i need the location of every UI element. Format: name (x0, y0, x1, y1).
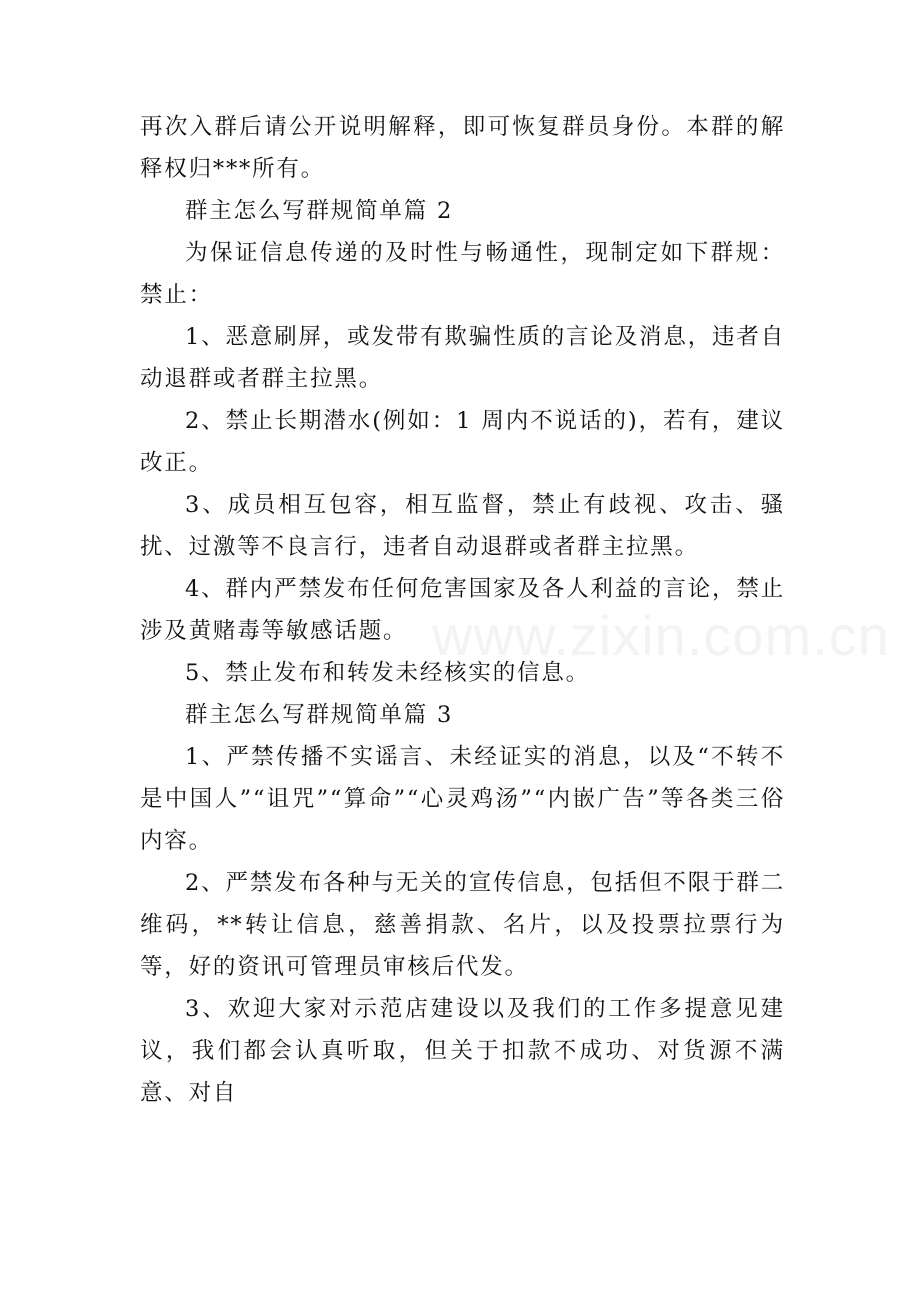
paragraph-intro: 为保证信息传递的及时性与畅通性，现制定如下群规：禁止： (140, 240, 785, 308)
section-heading-3: 群主怎么写群规简单篇 3 (185, 702, 454, 728)
paragraph-continuation: 再次入群后请公开说明解释，即可恢复群员身份。本群的解释权归***所有。 (140, 114, 785, 182)
rule-item-1: 1、恶意刷屏，或发带有欺骗性质的言论及消息，违者自动退群或者群主拉黑。 (140, 324, 785, 392)
rule-item-3: 3、成员相互包容，相互监督，禁止有歧视、攻击、骚扰、过激等不良言行，违者自动退群或者群主拉黑。 (140, 492, 785, 560)
section-heading-2: 群主怎么写群规简单篇 2 (185, 198, 454, 224)
rule-item-3: 3、欢迎大家对示范店建设以及我们的工作多提意见建议，我们都会认真听取，但关于扣款不成功、对货源不满意、对自 (140, 996, 785, 1106)
document-body (140, 106, 785, 1114)
watermark-text: www.zixin.com.cn (432, 604, 890, 667)
rule-item-2: 2、禁止长期潜水(例如：1 周内不说话的)，若有，建议改正。 (140, 408, 785, 476)
rule-item-5: 5、禁止发布和转发未经核实的信息。 (185, 660, 590, 686)
rule-item-1: 1、严禁传播不实谣言、未经证实的消息，以及“不转不是中国人”“诅咒”“算命”“心灵鸡汤”“内嵌广告”等各类三俗内容。 (140, 744, 785, 854)
rule-item-2: 2、严禁发布各种与无关的宣传信息，包括但不限于群二维码，**转让信息，慈善捐款、名片，以及投票拉票行为等，好的资讯可管理员审核后代发。 (140, 870, 785, 980)
rule-item-4: 4、群内严禁发布任何危害国家及各人利益的言论，禁止涉及黄赌毒等敏感话题。 (140, 576, 785, 644)
